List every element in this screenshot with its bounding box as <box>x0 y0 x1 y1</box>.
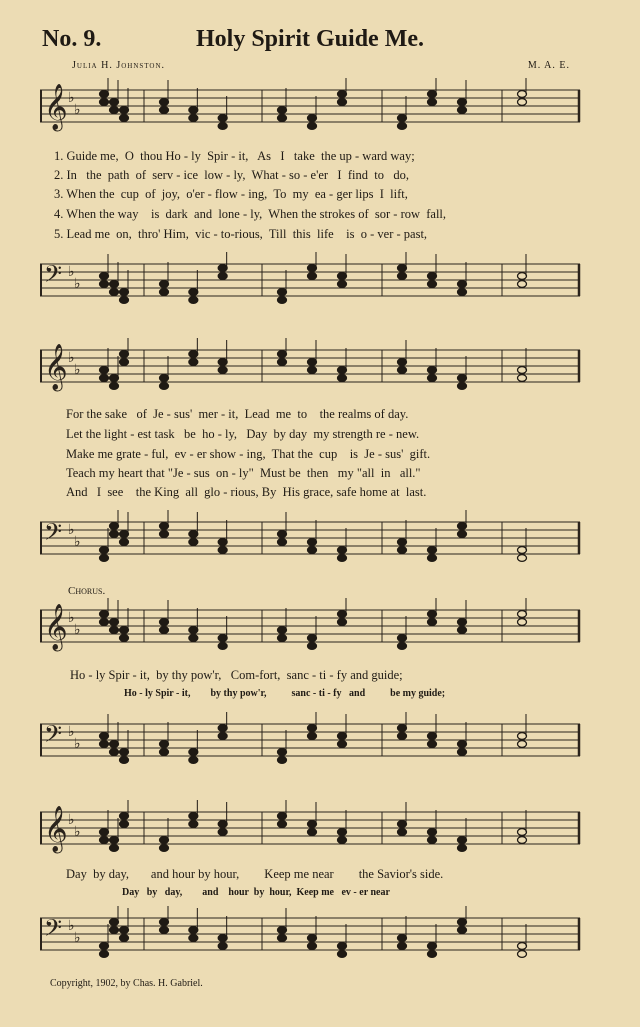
note-head <box>428 619 437 626</box>
note-head <box>458 627 467 634</box>
treble-staff-system-2 <box>40 338 584 398</box>
note-head <box>120 351 129 358</box>
note-head <box>458 531 467 538</box>
composer-credit: M. A. E. <box>527 60 570 71</box>
note-head <box>120 539 129 546</box>
note-head <box>518 611 527 618</box>
note-head <box>428 367 437 374</box>
copyright-notice: Copyright, 1902, by Chas. H. Gabriel. <box>50 978 203 989</box>
note-head <box>518 91 527 98</box>
verse-3-line-b: Make me grate - ful, ev - er show - ing, That the cup is Je - sus' gift. <box>66 447 431 461</box>
note-head <box>518 741 527 748</box>
treble-staff-chorus-1 <box>40 598 584 658</box>
note-head <box>120 821 129 828</box>
verse-3-line-a: 3. When the cup of joy, o'er - flow - ing, To my ea - ger lips I lift, <box>54 187 408 201</box>
note-head <box>398 273 407 280</box>
note-head <box>278 115 287 122</box>
note-head <box>398 725 407 732</box>
treble-clef-icon: 𝄞 <box>44 604 68 650</box>
note-head <box>120 749 129 756</box>
bass-staff-chorus-1 <box>40 712 584 772</box>
note-head <box>518 375 527 382</box>
note-head <box>160 99 169 106</box>
verse-1-line-b: For the sake of Je - sus' mer - it, Lead me to the realms of day. <box>66 407 409 421</box>
note-head <box>218 935 227 942</box>
note-head <box>278 627 287 634</box>
note-head <box>120 927 129 934</box>
note-head <box>518 555 527 562</box>
note-head <box>308 635 317 642</box>
note-head <box>308 943 317 950</box>
lyricist-credit: Julia H. Johnston. <box>72 60 166 71</box>
note-head <box>218 359 227 366</box>
note-head <box>160 837 169 844</box>
note-head <box>218 821 227 828</box>
note-head <box>518 547 527 554</box>
note-head <box>100 943 109 950</box>
note-head <box>110 741 119 748</box>
flat-icon: ♭ <box>74 276 81 292</box>
note-head <box>518 619 527 626</box>
note-head <box>428 555 437 562</box>
note-head <box>100 273 109 280</box>
note-head <box>110 749 119 756</box>
note-head <box>278 539 287 546</box>
note-head <box>100 619 109 626</box>
note-head <box>100 741 109 748</box>
note-head <box>428 547 437 554</box>
note-head <box>189 935 198 942</box>
note-head <box>120 531 129 538</box>
note-head <box>120 757 129 764</box>
note-head <box>518 951 527 958</box>
bass-staff-system-2 <box>40 510 584 570</box>
note-head <box>428 837 437 844</box>
chorus-label: Chorus. <box>68 585 106 597</box>
note-head <box>308 367 317 374</box>
chorus-lyric-1: Ho - ly Spir - it, by thy pow'r, Com-fort, sanc - ti - fy and guide; <box>70 668 403 682</box>
note-head <box>518 943 527 950</box>
flat-icon: ♭ <box>68 918 75 934</box>
note-head <box>458 289 467 296</box>
note-head <box>518 733 527 740</box>
note-head <box>100 733 109 740</box>
flat-icon: ♭ <box>74 824 81 840</box>
note-head <box>308 115 317 122</box>
note-head <box>100 829 109 836</box>
note-head <box>398 643 407 650</box>
note-head <box>189 107 198 114</box>
note-head <box>428 829 437 836</box>
note-head <box>338 733 347 740</box>
note-head <box>160 523 169 530</box>
note-head <box>518 273 527 280</box>
bass-clef-icon: 𝄢 <box>44 260 63 293</box>
note-head <box>278 531 287 538</box>
note-head <box>308 123 317 130</box>
note-head <box>338 611 347 618</box>
flat-icon: ♭ <box>74 362 81 378</box>
note-head <box>100 91 109 98</box>
note-head <box>100 611 109 618</box>
note-head <box>278 359 287 366</box>
note-head <box>189 757 198 764</box>
note-head <box>338 555 347 562</box>
note-head <box>398 733 407 740</box>
note-head <box>189 539 198 546</box>
note-head <box>278 297 287 304</box>
note-head <box>189 813 198 820</box>
note-head <box>218 367 227 374</box>
note-head <box>428 91 437 98</box>
note-head <box>218 115 227 122</box>
note-head <box>398 821 407 828</box>
note-head <box>398 943 407 950</box>
note-head <box>189 359 198 366</box>
note-head <box>308 643 317 650</box>
flat-icon: ♭ <box>74 534 81 550</box>
note-head <box>458 281 467 288</box>
note-head <box>110 845 119 852</box>
treble-clef-icon: 𝄞 <box>44 806 68 852</box>
note-head <box>458 919 467 926</box>
bass-clef-icon: 𝄢 <box>44 914 63 947</box>
note-head <box>110 627 119 634</box>
note-head <box>120 635 129 642</box>
chorus-lyric-2-bass: Day by day, and hour by hour, Keep me ev - er near <box>122 887 390 898</box>
chorus-lyric-1-bass: Ho - ly Spir - it, by thy pow'r, sanc - ti - fy and be my guide; <box>124 688 446 699</box>
note-head <box>110 107 119 114</box>
note-head <box>218 829 227 836</box>
note-head <box>189 351 198 358</box>
note-head <box>308 539 317 546</box>
note-head <box>458 837 467 844</box>
note-head <box>398 547 407 554</box>
note-head <box>398 635 407 642</box>
note-head <box>218 265 227 272</box>
note-head <box>160 919 169 926</box>
note-head <box>458 927 467 934</box>
note-head <box>338 367 347 374</box>
note-head <box>218 547 227 554</box>
note-head <box>120 107 129 114</box>
note-head <box>110 99 119 106</box>
flat-icon: ♭ <box>68 724 75 740</box>
note-head <box>458 107 467 114</box>
note-head <box>110 375 119 382</box>
note-head <box>110 523 119 530</box>
note-head <box>338 837 347 844</box>
treble-clef-icon: 𝄞 <box>44 344 68 390</box>
note-head <box>120 627 129 634</box>
note-head <box>338 619 347 626</box>
note-head <box>160 749 169 756</box>
bass-clef-icon: 𝄢 <box>44 518 63 551</box>
note-head <box>458 845 467 852</box>
note-head <box>518 829 527 836</box>
note-head <box>160 627 169 634</box>
note-head <box>189 289 198 296</box>
note-head <box>458 99 467 106</box>
note-head <box>338 91 347 98</box>
note-head <box>189 635 198 642</box>
note-head <box>428 281 437 288</box>
note-head <box>218 273 227 280</box>
note-head <box>100 547 109 554</box>
note-head <box>398 359 407 366</box>
bass-staff-system-1 <box>40 252 584 312</box>
note-head <box>100 281 109 288</box>
note-head <box>278 289 287 296</box>
note-head <box>518 837 527 844</box>
note-head <box>189 627 198 634</box>
chorus-lyric-2: Day by day, and hour by hour, Keep me near the Savior's side. <box>66 867 444 881</box>
note-head <box>278 635 287 642</box>
note-head <box>398 265 407 272</box>
note-head <box>458 749 467 756</box>
verse-5-line-b: And I see the King all glo - rious, By His grace, safe home at last. <box>66 485 427 499</box>
note-head <box>278 351 287 358</box>
note-head <box>338 273 347 280</box>
note-head <box>398 115 407 122</box>
flat-icon: ♭ <box>68 522 75 538</box>
verse-1-line-a: 1. Guide me, O thou Ho - ly Spir - it, As I take the up - ward way; <box>54 149 415 163</box>
flat-icon: ♭ <box>68 350 75 366</box>
note-head <box>120 115 129 122</box>
note-head <box>428 375 437 382</box>
note-head <box>120 935 129 942</box>
note-head <box>160 107 169 114</box>
note-head <box>218 123 227 130</box>
flat-icon: ♭ <box>68 90 75 106</box>
note-head <box>100 367 109 374</box>
note-head <box>100 837 109 844</box>
note-head <box>428 741 437 748</box>
note-head <box>428 733 437 740</box>
note-head <box>110 919 119 926</box>
flat-icon: ♭ <box>68 812 75 828</box>
note-head <box>110 619 119 626</box>
note-head <box>160 845 169 852</box>
note-head <box>278 821 287 828</box>
note-head <box>120 289 129 296</box>
note-head <box>278 927 287 934</box>
note-head <box>518 99 527 106</box>
treble-staff-system-1 <box>40 78 584 138</box>
note-head <box>308 935 317 942</box>
note-head <box>338 375 347 382</box>
verse-4-line-b: Teach my heart that "Je - sus on - ly" Must be then my "all in all." <box>66 466 421 480</box>
note-head <box>458 383 467 390</box>
note-head <box>110 289 119 296</box>
note-head <box>278 757 287 764</box>
note-head <box>100 99 109 106</box>
note-head <box>398 935 407 942</box>
note-head <box>308 547 317 554</box>
note-head <box>218 733 227 740</box>
note-head <box>100 555 109 562</box>
note-head <box>308 273 317 280</box>
verse-4-line-a: 4. When the way is dark and lone - ly, When the strokes of sor - row fall, <box>54 207 447 221</box>
note-head <box>218 725 227 732</box>
note-head <box>308 265 317 272</box>
verse-2-line-a: 2. In the path of serv - ice low - ly, What - so - e'er I find to do, <box>54 168 409 182</box>
note-head <box>189 115 198 122</box>
note-head <box>218 943 227 950</box>
note-head <box>189 297 198 304</box>
flat-icon: ♭ <box>68 264 75 280</box>
note-head <box>428 611 437 618</box>
note-head <box>218 635 227 642</box>
note-head <box>278 935 287 942</box>
note-head <box>110 927 119 934</box>
note-head <box>278 107 287 114</box>
note-head <box>218 539 227 546</box>
note-head <box>308 725 317 732</box>
note-head <box>110 837 119 844</box>
note-head <box>518 281 527 288</box>
hymn-number: No. 9. <box>42 26 102 52</box>
note-head <box>160 375 169 382</box>
note-head <box>458 375 467 382</box>
verse-2-line-b: Let the light - est task be ho - ly, Day by day my strength re - new. <box>66 427 420 441</box>
note-head <box>308 733 317 740</box>
note-head <box>278 813 287 820</box>
note-head <box>398 367 407 374</box>
note-head <box>458 619 467 626</box>
note-head <box>189 531 198 538</box>
note-head <box>398 539 407 546</box>
flat-icon: ♭ <box>74 930 81 946</box>
note-head <box>160 289 169 296</box>
note-head <box>120 297 129 304</box>
note-head <box>458 523 467 530</box>
treble-staff-chorus-2 <box>40 800 584 860</box>
note-head <box>338 281 347 288</box>
flat-icon: ♭ <box>68 610 75 626</box>
note-head <box>338 951 347 958</box>
note-head <box>189 927 198 934</box>
note-head <box>160 927 169 934</box>
note-head <box>189 821 198 828</box>
note-head <box>110 383 119 390</box>
note-head <box>308 821 317 828</box>
note-head <box>338 829 347 836</box>
note-head <box>398 123 407 130</box>
note-head <box>189 749 198 756</box>
note-head <box>338 741 347 748</box>
note-head <box>160 531 169 538</box>
note-head <box>110 531 119 538</box>
note-head <box>338 99 347 106</box>
note-head <box>160 383 169 390</box>
note-head <box>120 813 129 820</box>
note-head <box>110 281 119 288</box>
note-head <box>338 547 347 554</box>
note-head <box>518 367 527 374</box>
note-head <box>120 359 129 366</box>
hymn-title: Holy Spirit Guide Me. <box>196 26 424 52</box>
treble-clef-icon: 𝄞 <box>44 84 68 130</box>
note-head <box>160 741 169 748</box>
note-head <box>428 951 437 958</box>
note-head <box>308 359 317 366</box>
note-head <box>100 375 109 382</box>
note-head <box>160 281 169 288</box>
note-head <box>428 99 437 106</box>
note-head <box>338 943 347 950</box>
note-head <box>160 619 169 626</box>
bass-staff-chorus-2 <box>40 906 584 966</box>
bass-clef-icon: 𝄢 <box>44 720 63 753</box>
flat-icon: ♭ <box>74 622 81 638</box>
note-head <box>428 273 437 280</box>
flat-icon: ♭ <box>74 102 81 118</box>
note-head <box>428 943 437 950</box>
note-head <box>100 951 109 958</box>
note-head <box>278 749 287 756</box>
note-head <box>218 643 227 650</box>
flat-icon: ♭ <box>74 736 81 752</box>
note-head <box>308 829 317 836</box>
note-head <box>458 741 467 748</box>
verse-5-line-a: 5. Lead me on, thro' Him, vic - to-rious, Till this life is o - ver - past, <box>54 227 428 241</box>
note-head <box>398 829 407 836</box>
